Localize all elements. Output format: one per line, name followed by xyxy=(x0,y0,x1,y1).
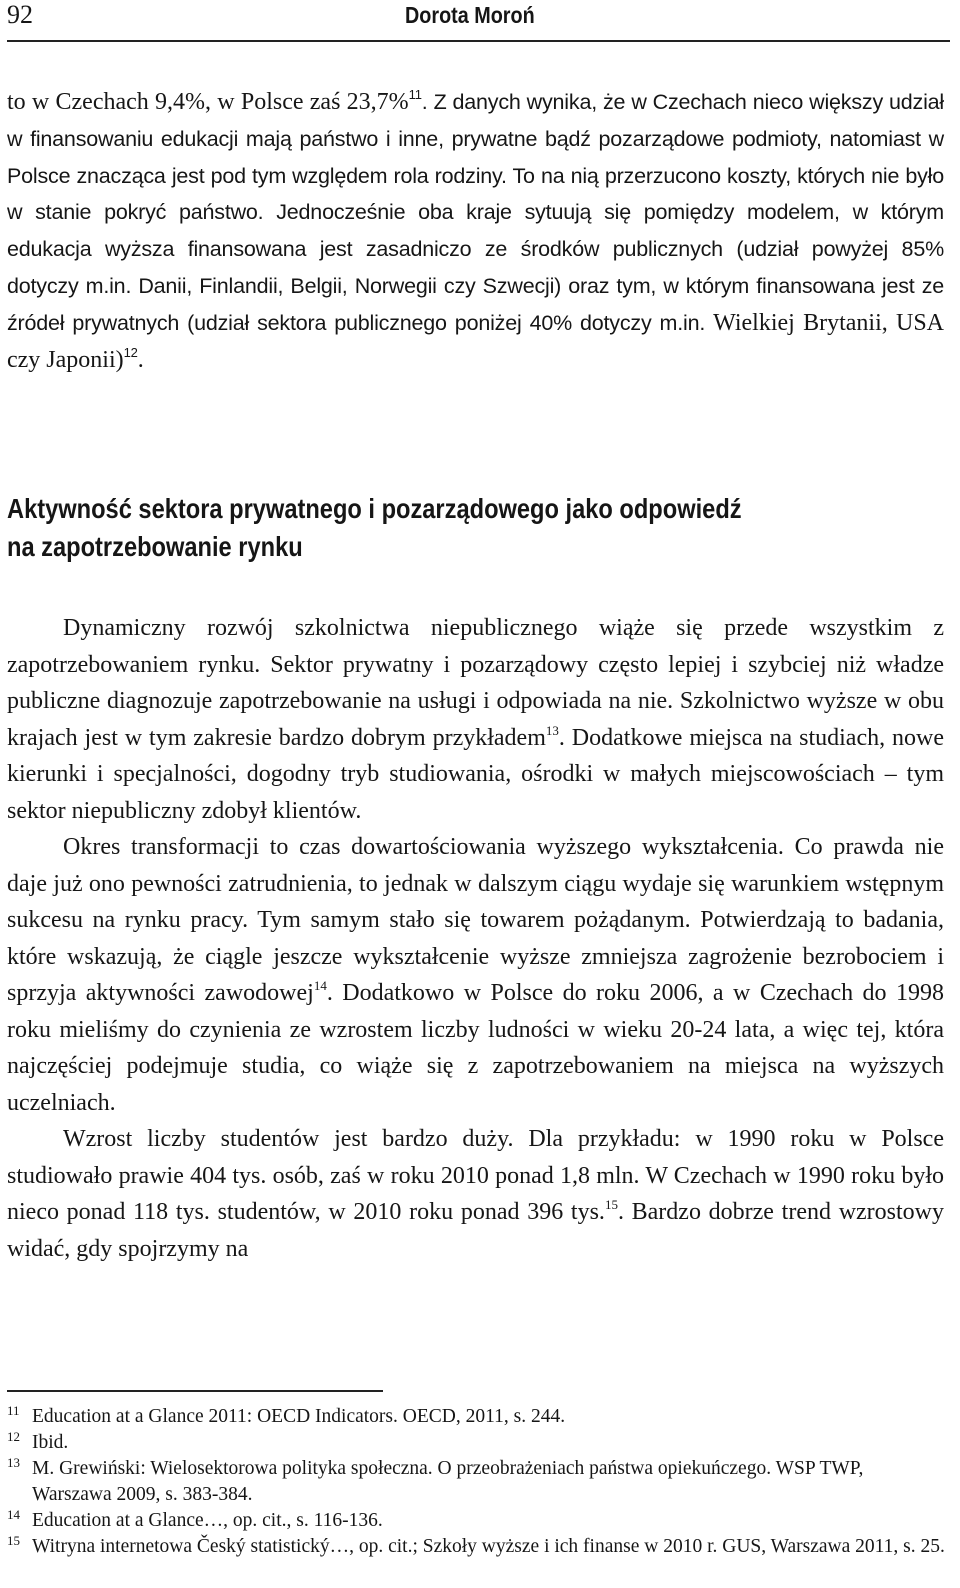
lead-text-1: to w Czechach 9,4%, w Polsce zaś 23,7% xyxy=(7,89,409,115)
page-number: 92 xyxy=(7,0,33,29)
footnote-separator xyxy=(7,1390,383,1392)
paragraph-3-text-b: . Bardzo dobrze trend wzrostowy widać, gdy spojrzymy na xyxy=(7,1199,945,1262)
footnote-number: 13 xyxy=(7,1455,20,1470)
footnote-ref-13[interactable]: 13 xyxy=(545,722,559,738)
paragraph-3 xyxy=(7,1121,944,1267)
header-author: Dorota Moroń xyxy=(405,2,535,28)
section-body xyxy=(7,610,944,1267)
footnote-ref-12[interactable]: 12 xyxy=(123,344,138,360)
footnote-ref-15[interactable]: 15 xyxy=(604,1197,618,1212)
footnote-text: Education at a Glance…, op. cit., s. 116-136. xyxy=(32,1510,383,1531)
paragraph-1-text-b: . Dodatkowe miejsca na studiach, nowe kierunki i specjalności, dogodny tryb studiowania, ośrodki w małych miejscowościach – tym sektor niepubliczny zdobył klientów. xyxy=(7,724,944,824)
footnote-number: 14 xyxy=(7,1507,20,1522)
footnote-13 xyxy=(7,1456,947,1508)
footnote-12 xyxy=(7,1430,947,1456)
footnote-11 xyxy=(7,1404,947,1430)
lead-paragraph-block xyxy=(7,84,944,378)
lead-text-4: . xyxy=(137,346,144,373)
paragraph-1 xyxy=(7,610,944,829)
paragraph-1-text-a: Dynamiczny rozwój szkolnictwa niepublicznego wiąże się przede wszystkim z zapotrzebowaniem rynku. Sektor prywatny i pozarządowy często lepiej i szybciej niż władze publiczne diagnozuje zapotrzebowanie na usługi i odpowiada na nie. Szkolnictwo wyższe w obu krajach jest w tym zakresie bardzo dobrym przykładem xyxy=(7,615,944,751)
lead-text-2: . Z danych wynika, że w Czechach nieco większy udział w finansowaniu edukacji mają państwo i inne, prywatne bądź pozarządowe podmioty, natomiast w Polsce znacząca jest pod tym względem rola rodziny. To na nią przerzucono koszty, których nie było w stanie pokryć państwo. Jednocześnie oba kraje sytuują się pomiędzy modelem, w którym edukacja wyższa finansowana jest zasadniczo ze środków publicznych (udział powyżej 85% dotyczy m.in. Danii, Finlandii, Belgii, Norwegii czy Szwecji) oraz tym, w którym finansowana jest ze źródeł prywatnych (udział sektora publicznego poniżej 40% dotyczy m.in. xyxy=(7,90,944,335)
footnote-number: 11 xyxy=(7,1403,20,1418)
section-heading-line-2: na zapotrzebowanie rynku xyxy=(7,531,303,562)
footnote-text: Witryna internetowa Český statistický…, op. cit.; Szkoły wyższe i ich finanse w 2010 r. GUS, Warszawa 2011, s. 25. xyxy=(32,1536,945,1557)
running-header xyxy=(7,0,950,42)
footnote-number: 12 xyxy=(7,1429,20,1444)
footnote-text: Education at a Glance 2011: OECD Indicators. OECD, 2011, s. 244. xyxy=(32,1406,566,1427)
section-heading-line-1: Aktywność sektora prywatnego i pozarządowego jako odpowiedź xyxy=(7,493,742,524)
paragraph-2-text-a: Okres transformacji to czas dowartościowania wyższego wykształcenia. Co prawda nie daje już ono pewności zatrudnienia, to jednak w dalszym ciągu wydaje się warunkiem wstępnym sukcesu na rynku pracy. Tym samym stało się towarem pożądanym. Potwierdzają to badania, które wskazują, że ciągle jeszcze wykształcenie wyższe zmniejsza zagrożenie bezrobociem i sprzyja aktywności zawodowej xyxy=(7,834,944,1006)
lead-text-3: Wielkiej Brytanii, USA czy Japonii) xyxy=(7,309,944,373)
footnote-text: M. Grewiński: Wielosektorowa polityka społeczna. O przeobrażeniach państwa opiekuńczego. WSP TWP, Warszawa 2009, s. 383-384. xyxy=(32,1458,864,1505)
header-rule xyxy=(7,40,950,42)
footnote-15 xyxy=(7,1534,947,1560)
footnote-ref-11[interactable]: 11 xyxy=(408,87,422,102)
section-heading xyxy=(7,490,833,566)
footnote-number: 15 xyxy=(7,1533,20,1548)
footnote-ref-14[interactable]: 14 xyxy=(313,978,327,993)
footnote-text: Ibid. xyxy=(32,1432,69,1453)
paragraph-2-text-b: . Dodatkowo w Polsce do roku 2006, a w Czechach do 1998 roku mieliśmy do czynienia ze wzrostem liczby ludności w wieku 20-24 lata, a więc tej, która najczęściej podejmuje studia, co wiąże się z zapotrzebowaniem na miejsca na wyższych uczelniach. xyxy=(7,980,944,1116)
paragraph-3-text-a: Wzrost liczby studentów jest bardzo duży. Dla przykładu: w 1990 roku w Polsce studiowało prawie 404 tys. osób, zaś w roku 2010 ponad 1,8 mln. W Czechach w 1990 roku było nieco ponad 118 tys. studentów, w 2010 roku ponad 396 tys. xyxy=(7,1126,944,1225)
footnotes xyxy=(7,1404,947,1560)
lead-paragraph xyxy=(7,84,944,378)
footnote-14 xyxy=(7,1508,947,1534)
paragraph-2 xyxy=(7,829,944,1121)
